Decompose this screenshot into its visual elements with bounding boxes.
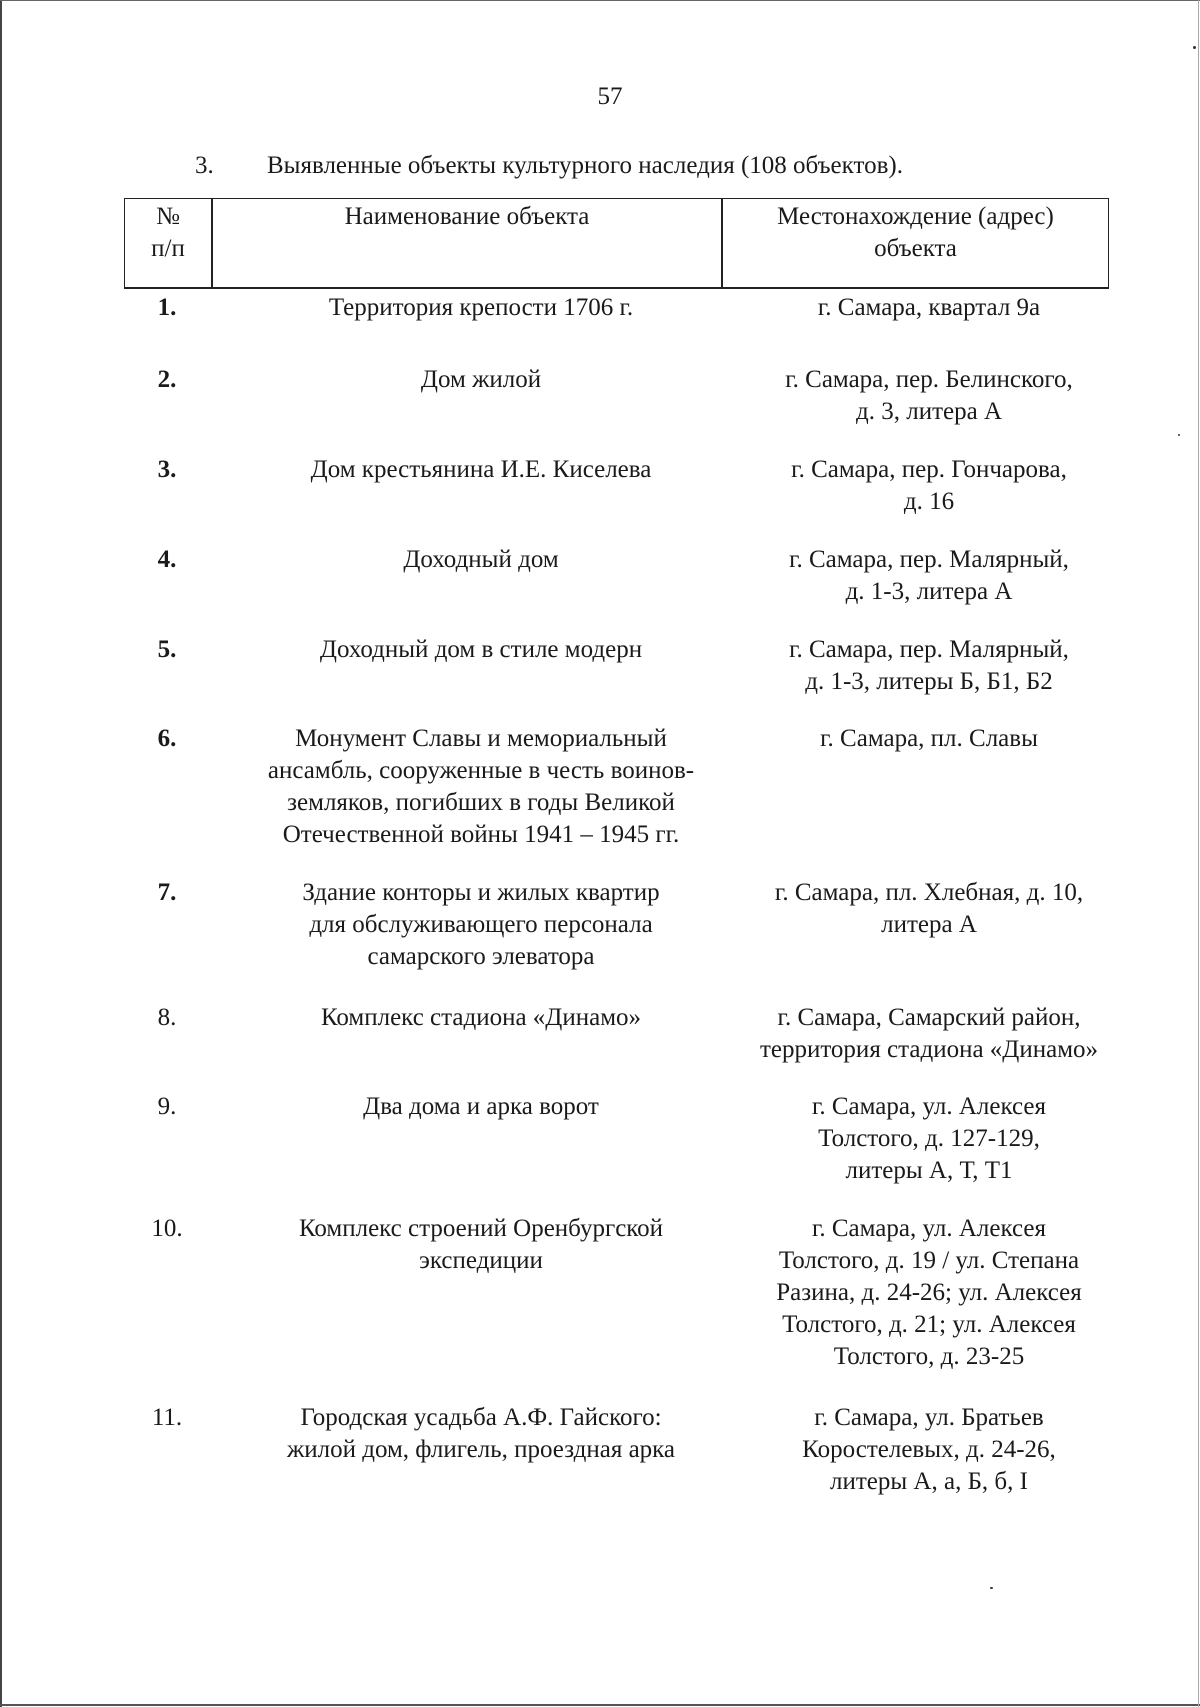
address-line: г. Самара, пер. Малярный, (789, 546, 1069, 573)
address-line: литеры А, Т, Т1 (845, 1157, 1013, 1184)
row-address (724, 1213, 1134, 1373)
address-line: Коростелевых, д. 24-26, (802, 1436, 1056, 1463)
row-address (724, 544, 1134, 608)
scan-edge-bottom (0, 1704, 1200, 1706)
name-line: Комплекс строений Оренбургской (298, 1215, 664, 1242)
address-line: Разина, д. 24-26; ул. Алексея (776, 1279, 1082, 1306)
row-address (724, 292, 1134, 324)
name-line: Здание конторы и жилых квартир (302, 879, 660, 906)
name-line: экспедиции (419, 1247, 543, 1274)
name-line: Дом жилой (420, 366, 542, 393)
row-object-name (216, 364, 746, 396)
address-line: г. Самара, Самарский район, (777, 1004, 1081, 1031)
name-line: Доходный дом (403, 546, 559, 573)
address-line: Толстого, д. 127-129, (818, 1125, 1040, 1152)
row-object-name (216, 1002, 746, 1034)
address-line: территория стадиона «Динамо» (759, 1036, 1099, 1063)
address-line: литера А (881, 911, 977, 938)
address-line: г. Самара, квартал 9а (817, 294, 1041, 321)
row-number: 7. (157, 879, 177, 906)
row-address (724, 1402, 1134, 1498)
row-address (724, 1091, 1134, 1187)
scan-edge-right (1198, 0, 1199, 1707)
row-number: 9. (157, 1093, 177, 1120)
name-line: Дом крестьянина И.Е. Киселева (310, 456, 652, 483)
header-number-column (125, 199, 211, 265)
header-address-line2: объекта (874, 235, 957, 262)
header-number-line2: п/п (151, 235, 185, 262)
address-line: Толстого, д. 19 / ул. Степана (778, 1247, 1080, 1274)
name-line: Городская усадьба А.Ф. Гайского: (300, 1404, 662, 1431)
address-line: г. Самара, пер. Гончарова, (791, 456, 1067, 483)
name-line: самарского элеватора (367, 943, 595, 970)
row-address (724, 1002, 1134, 1066)
row-number: 11. (151, 1404, 183, 1431)
section-number: 3. (195, 152, 214, 179)
row-object-name (216, 877, 746, 973)
name-line: Монумент Славы и мемориальный (295, 725, 667, 752)
header-number-line1: № (156, 203, 180, 230)
scan-speck (1193, 46, 1196, 49)
address-line: г. Самара, ул. Алексея (811, 1093, 1047, 1120)
row-object-name (216, 454, 746, 486)
row-address (724, 634, 1134, 698)
name-line: Комплекс стадиона «Динамо» (320, 1004, 642, 1031)
row-number: 2. (157, 366, 177, 393)
name-line: земляков, погибших в годы Великой (287, 789, 675, 816)
address-line: д. 1-3, литера А (845, 578, 1013, 605)
address-line: г. Самара, ул. Братьев (814, 1404, 1044, 1431)
row-object-name (216, 292, 746, 324)
address-line: д. 3, литера А (856, 398, 1002, 425)
row-object-name (216, 723, 746, 851)
row-object-name (216, 1091, 746, 1123)
scan-speck (1178, 434, 1180, 436)
row-number: 10. (151, 1215, 183, 1242)
address-line: г. Самара, пер. Белинского, (785, 366, 1073, 393)
address-line: Толстого, д. 23-25 (833, 1343, 1025, 1370)
address-line: д. 1-3, литеры Б, Б1, Б2 (805, 668, 1053, 695)
header-address-column (723, 199, 1108, 265)
address-line: д. 16 (903, 488, 955, 515)
row-address (724, 454, 1134, 518)
section-heading (195, 152, 903, 180)
row-number: 5. (157, 636, 177, 663)
header-address-line1: Местонахождение (адрес) (777, 203, 1054, 230)
row-address (724, 877, 1134, 941)
header-name-label: Наименование объекта (344, 203, 590, 230)
row-number: 6. (157, 725, 177, 752)
row-number: 8. (157, 1004, 177, 1031)
scan-edge-top (0, 0, 1200, 1)
table-header (124, 198, 1109, 289)
scan-edge-left (0, 0, 2, 1707)
name-line: Территория крепости 1706 г. (328, 294, 634, 321)
row-number: 1. (157, 294, 177, 321)
page-number: 57 (597, 83, 623, 110)
name-line: Два дома и арка ворот (363, 1093, 599, 1120)
name-line: Доходный дом в стиле модерн (319, 636, 643, 663)
address-line: г. Самара, ул. Алексея (811, 1215, 1047, 1242)
name-line: ансамбль, сооруженные в честь воинов- (267, 757, 695, 784)
row-object-name (216, 1213, 746, 1277)
row-address (724, 364, 1134, 428)
name-line: для обслуживающего персонала (309, 911, 653, 938)
address-line: г. Самара, пл. Хлебная, д. 10, (774, 879, 1084, 906)
scan-speck (990, 1587, 993, 1589)
row-address (724, 723, 1134, 755)
row-number: 3. (157, 456, 177, 483)
address-line: г. Самара, пл. Славы (820, 725, 1038, 752)
name-line: жилой дом, флигель, проездная арка (286, 1436, 676, 1463)
row-number: 4. (157, 546, 177, 573)
row-object-name (216, 1402, 746, 1466)
name-line: Отечественной войны 1941 – 1945 гг. (282, 821, 680, 848)
row-object-name (216, 634, 746, 666)
section-title: Выявленные объекты культурного наследия (108 объектов). (267, 152, 903, 179)
address-line: г. Самара, пер. Малярный, (789, 636, 1069, 663)
address-line: литеры А, а, Б, б, I (830, 1468, 1028, 1495)
header-name-column (213, 199, 721, 233)
row-object-name (216, 544, 746, 576)
address-line: Толстого, д. 21; ул. Алексея (782, 1311, 1076, 1338)
